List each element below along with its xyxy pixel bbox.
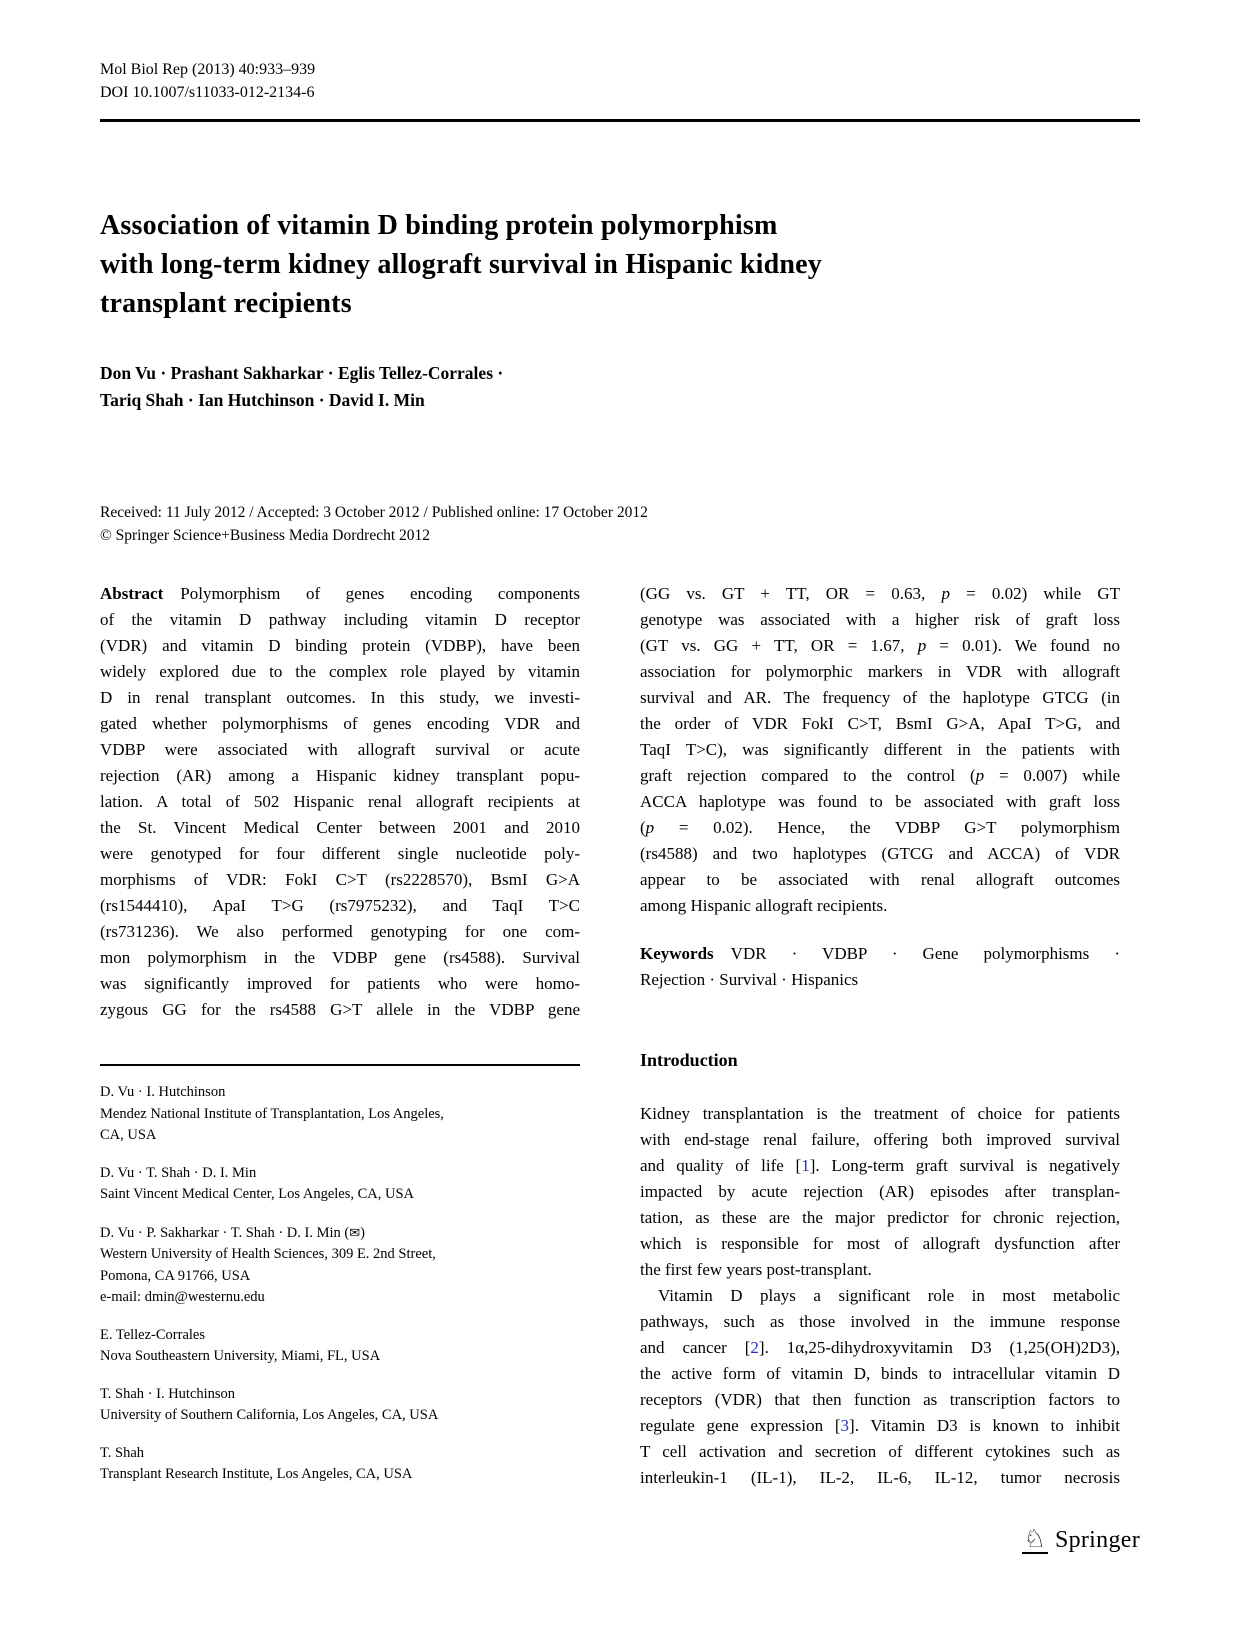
intro-paragraph-2 [640,1283,1120,1491]
text-line: graft rejection compared to the control (p = 0.007) while [640,766,1120,785]
right-column [640,581,1120,1491]
text-line: transplant recipients [100,288,352,319]
text-line: Nova Southeastern University, Miami, FL, USA [100,1348,381,1364]
text-line: T cell activation and secretion of different cytokines such as [640,1442,1120,1461]
text-line: Pomona, CA 91766, USA [100,1267,251,1284]
affiliation-group [100,1082,580,1147]
text-line: interleukin-1 (IL-1), IL-2, IL-6, IL-12, tumor necrosis [640,1468,1120,1487]
text-line: T. Shah · I. Hutchinson [100,1385,236,1402]
text-line: among Hispanic allograft recipients. [640,896,888,915]
introduction-heading: Introduction [640,1050,738,1070]
citation-ref[interactable]: 1 [801,1156,810,1175]
text-line: (VDR) and vitamin D binding protein (VDBP), have been [100,636,580,655]
left-column [100,581,580,1023]
doi-line: DOI 10.1007/s11033-012-2134-6 [100,84,315,101]
text-line: were genotyped for four different single nucleotide poly- [100,844,580,863]
text-line: Rejection · Survival · Hispanics [640,970,859,989]
text-line: which is responsible for most of allograft dysfunction after [640,1234,1120,1253]
text-line: the active form of vitamin D, binds to intracellular vitamin D [640,1364,1120,1383]
author-list [100,360,900,414]
text-line: © Springer Science+Business Media Dordrecht 2012 [100,527,431,544]
affiliation-group [100,1222,580,1309]
citation-ref[interactable]: 2 [750,1338,759,1357]
text-line: D. Vu · P. Sakharkar · T. Shah · D. I. Min (✉) [100,1224,365,1241]
text-line: impacted by acute rejection (AR) episodes after transplan- [640,1182,1120,1201]
text-line: association for polymorphic markers in VDR with allograft [640,662,1120,681]
affiliation-group [100,1163,580,1206]
text-line: mon polymorphism in the VDBP gene (rs4588). Survival [100,948,580,967]
article-title [100,206,1100,323]
journal-ref-line: Mol Biol Rep (2013) 40:933–939 [100,61,316,78]
text-line: D. Vu · T. Shah · D. I. Min [100,1164,257,1181]
text-line: Vitamin D plays a significant role in most metabolic [658,1286,1120,1305]
text-line: D in renal transplant outcomes. In this study, we investi- [100,688,580,707]
text-line: (rs1544410), ApaI T>G (rs7975232), and TaqI T>C [100,896,580,915]
text-line: VDBP were associated with allograft survival or acute [100,740,580,759]
header-rule [100,119,1140,122]
text-line: widely explored due to the complex role played by vitamin [100,662,580,681]
text-line: Keywords VDR · VDBP · Gene polymorphisms · [640,944,1120,963]
text-line: and cancer [2]. 1α,25-dihydroxyvitamin D3 (1,25(OH)2D3), [640,1338,1120,1357]
text-line: (rs731236). We also performed genotyping for one com- [100,922,580,941]
affiliation-group [100,1384,580,1427]
text-line: (GG vs. GT + TT, OR = 0.63, p = 0.02) while GT [640,584,1120,603]
keywords [640,941,1120,993]
text-line: Don Vu · Prashant Sakharkar · Eglis Tellez-Corrales · [100,363,504,383]
text-line: tation, as these are the major predictor for chronic rejection, [640,1208,1120,1227]
text-line: pathways, such as those involved in the immune response [640,1312,1120,1331]
text-line: D. Vu · I. Hutchinson [100,1084,226,1100]
affiliation-group [100,1443,580,1486]
text-line: Transplant Research Institute, Los Angeles, CA, USA [100,1466,413,1482]
text-line: ACCA haplotype was found to be associated with graft loss [640,792,1120,811]
affiliation-group [100,1325,580,1368]
text-line: survival and AR. The frequency of the haplotype GTCG (in [640,688,1120,707]
text-line: the first few years post-transplant. [640,1260,872,1279]
text-line: of the vitamin D pathway including vitamin D receptor [100,610,580,629]
journal-header [100,58,315,104]
text-line: with long-term kidney allograft survival in Hispanic kidney [100,249,822,280]
text-line: zygous GG for the rs4588 G>T allele in the VDBP gene [100,1000,580,1019]
citation-ref[interactable]: 3 [840,1416,850,1435]
text-line: the order of VDR FokI C>T, BsmI G>A, ApaI T>G, and [640,714,1120,733]
text-line: morphisms of VDR: FokI C>T (rs2228570), BsmI G>A [100,870,580,889]
text-line: TaqI T>C), was significantly different in the patients with [640,740,1120,759]
springer-wordmark: Springer [1054,1526,1140,1553]
text-line: lation. A total of 502 Hispanic renal allograft recipients at [100,792,580,811]
text-line: e-mail: dmin@westernu.edu [100,1289,265,1305]
text-line: T. Shah [100,1444,145,1461]
text-line: Saint Vincent Medical Center, Los Angeles, CA, USA [100,1186,415,1202]
text-line: Association of vitamin D binding protein polymorphism [100,210,778,241]
publication-dates [100,501,1000,547]
text-line: Received: 11 July 2012 / Accepted: 3 October 2012 / Published online: 17 October 2012 [100,504,648,521]
text-line: Mendez National Institute of Transplantation, Los Angeles, [100,1105,444,1122]
text-line: genotype was associated with a higher risk of graft loss [640,610,1120,629]
text-line: University of Southern California, Los Angeles, CA, USA [100,1407,439,1423]
text-line: regulate gene expression [3]. Vitamin D3 is known to inhibit [640,1416,1120,1435]
text-line: with end-stage renal failure, offering both improved survival [640,1130,1120,1149]
text-line: (p = 0.02). Hence, the VDBP G>T polymorphism [640,818,1120,837]
envelope-icon: ✉ [349,1224,361,1240]
text-line: gated whether polymorphisms of genes encoding VDR and [100,714,580,733]
intro-paragraph-1 [640,1101,1120,1283]
text-line: the St. Vincent Medical Center between 2001 and 2010 [100,818,580,837]
springer-logo [1022,1526,1140,1554]
text-line: and quality of life [1]. Long-term graft survival is negatively [640,1156,1120,1175]
text-line: was significantly improved for patients who were homo- [100,974,580,993]
text-line: Tariq Shah · Ian Hutchinson · David I. Min [100,390,425,410]
text-line: Western University of Health Sciences, 309 E. 2nd Street, [100,1246,436,1262]
text-line: CA, USA [100,1127,157,1143]
text-line: Abstract Polymorphism of genes encoding components [100,584,580,603]
text-line: (rs4588) and two haplotypes (GTCG and ACCA) of VDR [640,844,1120,863]
affiliations-footnote [100,1064,580,1486]
text-line: receptors (VDR) that then function as transcription factors to [640,1390,1120,1409]
text-line: E. Tellez-Corrales [100,1326,206,1343]
text-line: rejection (AR) among a Hispanic kidney transplant popu- [100,766,580,785]
text-line: appear to be associated with renal allograft outcomes [640,870,1120,889]
text-line: (GT vs. GG + TT, OR = 1.67, p = 0.01). We found no [640,636,1120,655]
springer-knight-icon: ♘ [1023,1524,1046,1553]
text-line: Kidney transplantation is the treatment of choice for patients [640,1104,1120,1123]
abstract-text [100,581,580,1023]
abstract-continued [640,581,1120,919]
